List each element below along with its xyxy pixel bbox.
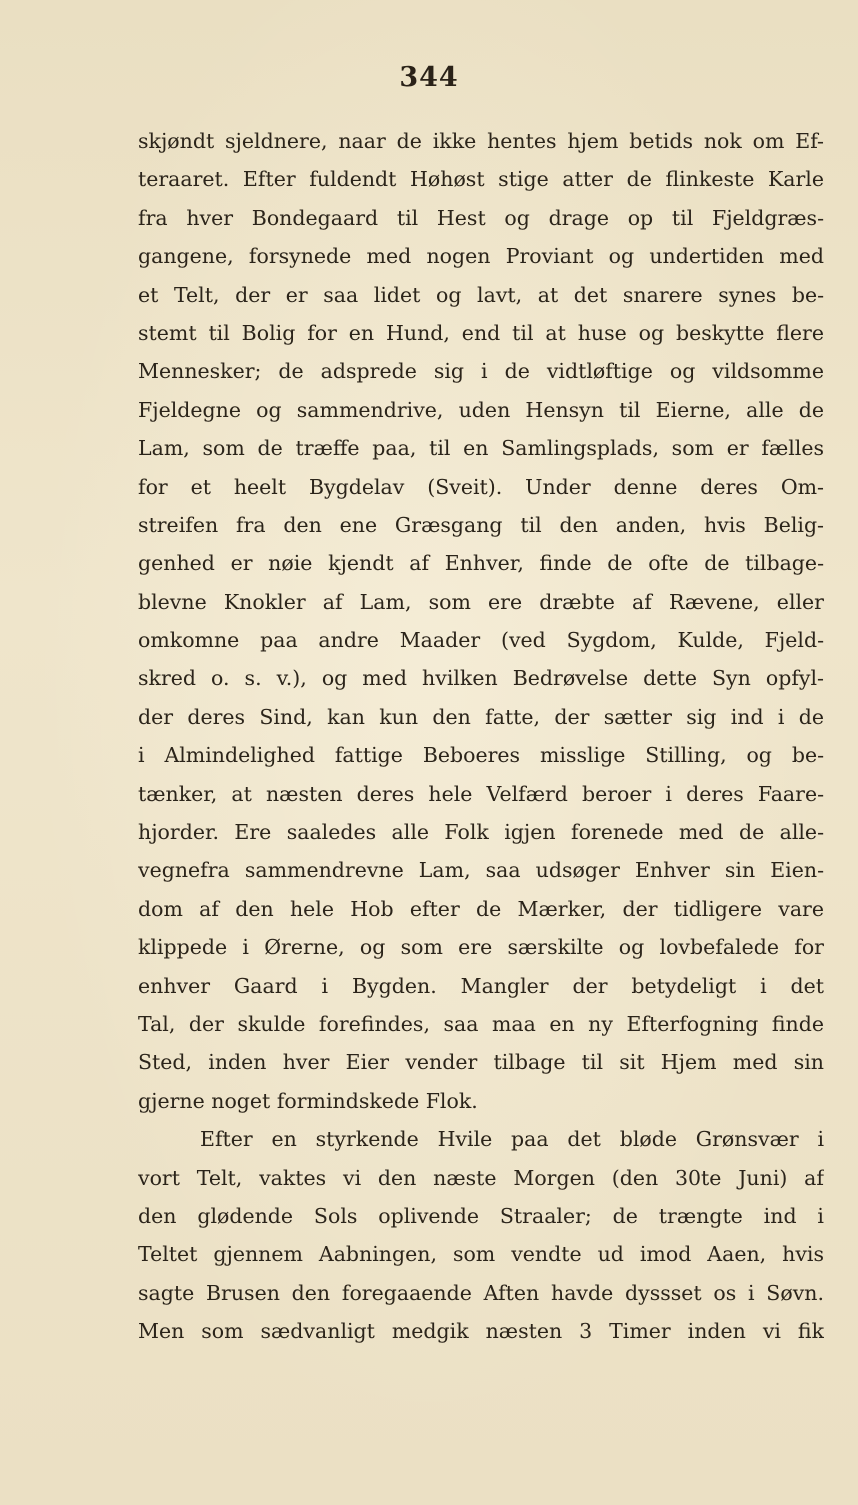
text-line: genhed er nøie kjendt af Enhver, finde de ofte de tilbage-	[138, 551, 824, 576]
body-text	[138, 122, 824, 1351]
text-line: skred o. s. v.), og med hvilken Bedrøvelse dette Syn opfyl-	[138, 666, 824, 691]
text-line: vegnefra sammendrevne Lam, saa udsøger Enhver sin Eien-	[138, 858, 824, 883]
text-line: skjøndt sjeldnere, naar de ikke hentes hjem betids nok om Ef-	[138, 129, 824, 153]
text-line: Sted, inden hver Eier vender tilbage til sit Hjem med sin	[138, 1050, 824, 1075]
text-line: gangene, forsynede med nogen Proviant og undertiden med	[138, 244, 824, 269]
text-line: i Almindelighed fattige Beboeres misslige Stilling, og be-	[138, 743, 824, 768]
text-line: tænker, at næsten deres hele Velfærd beroer i deres Faare-	[138, 781, 824, 806]
text-line: Tal, der skulde forefindes, saa maa en ny Efterfogning finde	[138, 1011, 824, 1036]
text-line: Mennesker; de adsprede sig i de vidtløftige og vildsomme	[138, 359, 824, 384]
text-line: for et heelt Bygdelav (Sveit). Under denne deres Om-	[138, 474, 824, 499]
text-line: omkomne paa andre Maader (ved Sygdom, Kulde, Fjeld-	[138, 628, 824, 653]
text-line: klippede i Ørerne, og som ere særskilte og lovbefalede for	[138, 935, 824, 960]
text-line: Efter en styrkende Hvile paa det bløde Grønsvær i	[200, 1127, 824, 1152]
text-line: teraaret. Efter fuldendt Høhøst stige atter de flinkeste Karle	[138, 167, 824, 192]
text-line: Men som sædvanligt medgik næsten 3 Timer inden vi fik	[138, 1319, 824, 1344]
text-line: der deres Sind, kan kun den fatte, der sætter sig ind i de	[138, 704, 824, 729]
text-line: hjorder. Ere saaledes alle Folk igjen forenede med de alle-	[138, 820, 824, 845]
text-line: sagte Brusen den foregaaende Aften havde dyssset os i Søvn.	[138, 1280, 824, 1305]
text-line: et Telt, der er saa lidet og lavt, at det snarere synes be-	[138, 282, 824, 307]
page-number: 344	[399, 62, 459, 93]
text-line: Fjeldegne og sammendrive, uden Hensyn til Eierne, alle de	[138, 397, 824, 422]
text-line: enhver Gaard i Bygden. Mangler der betydeligt i det	[138, 973, 824, 998]
text-line: dom af den hele Hob efter de Mærker, der tidligere vare	[138, 896, 824, 921]
text-line: streifen fra den ene Græsgang til den anden, hvis Belig-	[138, 512, 824, 537]
text-line: stemt til Bolig for en Hund, end til at huse og beskytte flere	[138, 320, 824, 345]
text-line: blevne Knokler af Lam, som ere dræbte af Rævene, eller	[138, 589, 824, 614]
text-line: vort Telt, vaktes vi den næste Morgen (den 30te Juni) af	[138, 1165, 824, 1190]
text-line: den glødende Sols oplivende Straaler; de trængte ind i	[138, 1203, 824, 1228]
text-line: fra hver Bondegaard til Hest og drage op til Fjeldgræs-	[138, 205, 824, 230]
text-line: Teltet gjennem Aabningen, som vendte ud imod Aaen, hvis	[138, 1242, 824, 1267]
text-line: Lam, som de træffe paa, til en Samlingsplads, som er fælles	[138, 436, 824, 461]
text-line: gjerne noget formindskede Flok.	[138, 1088, 478, 1113]
